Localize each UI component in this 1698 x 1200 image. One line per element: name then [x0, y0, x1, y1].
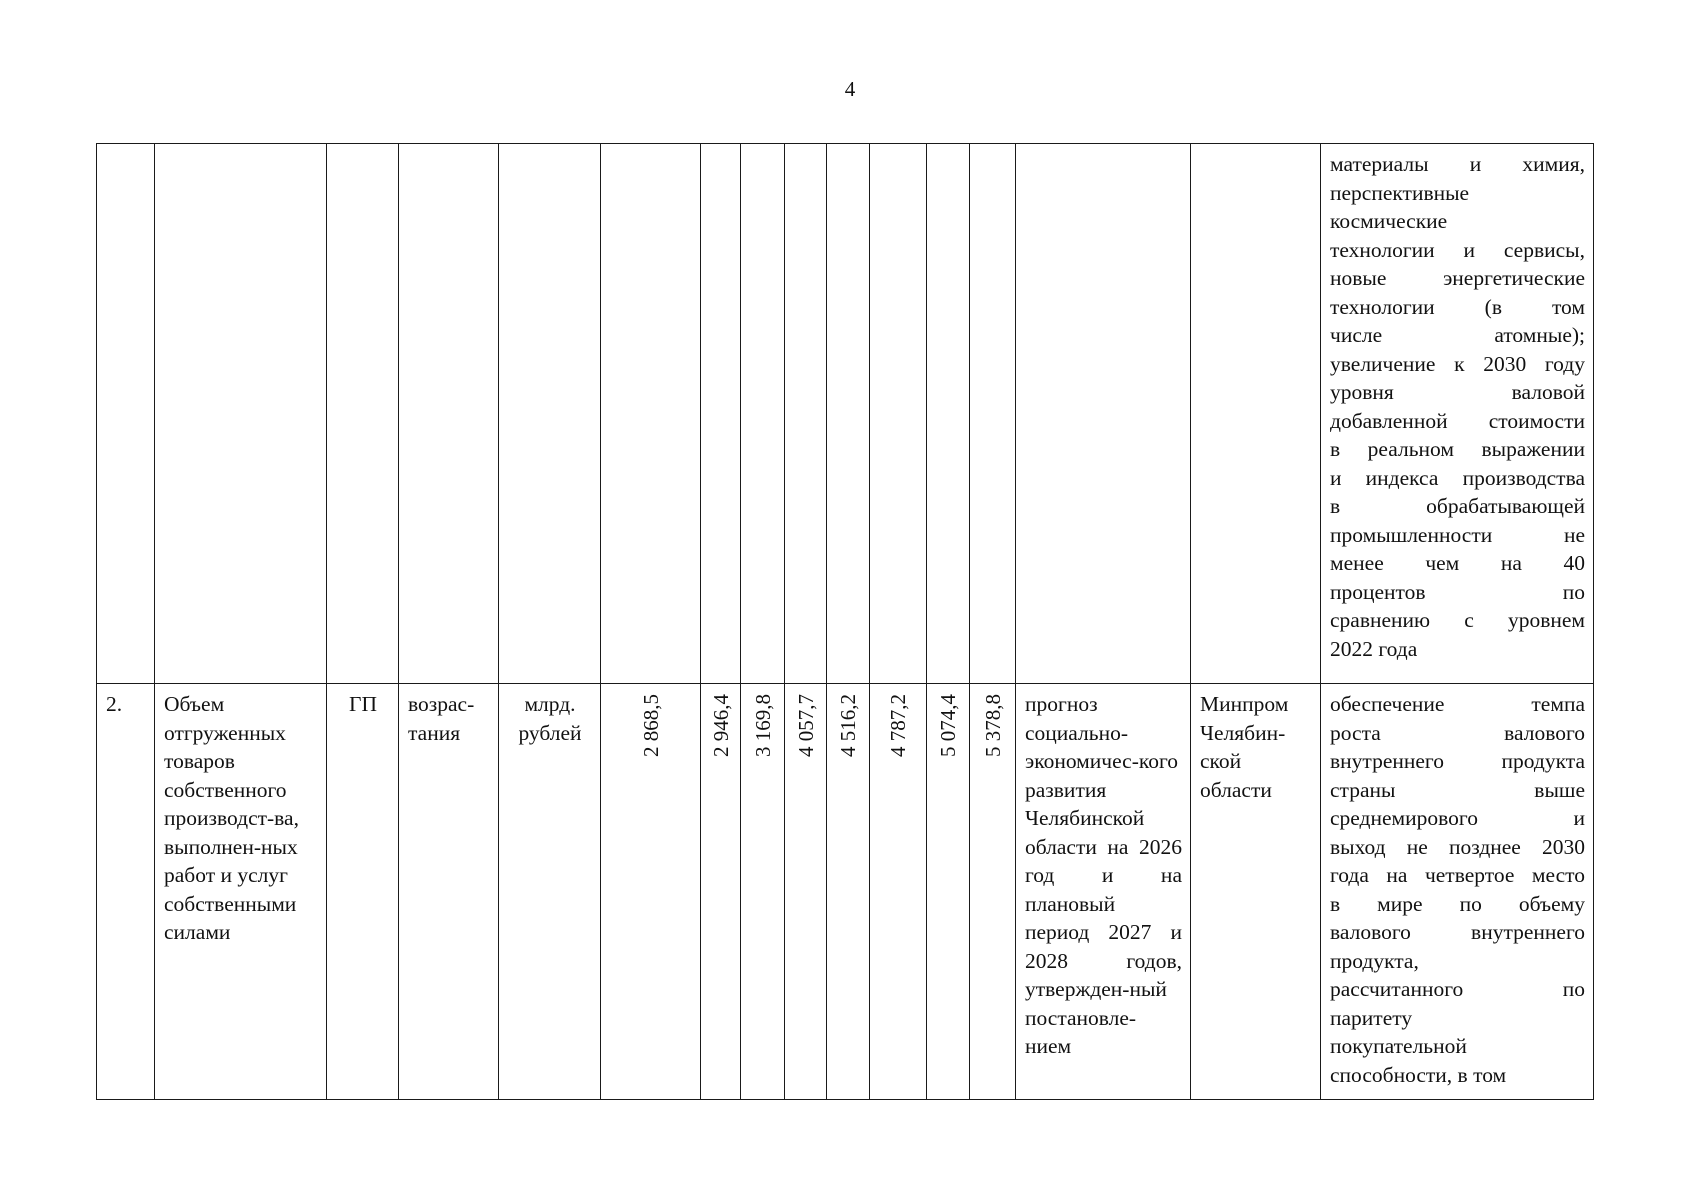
value-text: 4 787,2 [885, 694, 910, 757]
cell-goal [1321, 684, 1594, 1100]
goal-line: космические [1330, 209, 1448, 233]
goal-line: в обрабатывающей [1330, 494, 1585, 518]
cell-empty [701, 144, 741, 684]
cell-value-6 [870, 684, 927, 1100]
goal-line: страны выше [1330, 777, 1585, 802]
page-number: 4 [844, 77, 856, 101]
cell-direction: возрас-тания [399, 684, 499, 1100]
table-row-indicator-2 [97, 684, 1594, 1100]
goal-line: добавленной стоимости [1330, 408, 1585, 433]
cell-value-3 [741, 684, 785, 1100]
goal-line: технологии (в том [1330, 294, 1585, 319]
goal-line: менее чем на 40 [1330, 551, 1585, 575]
goal-line: продукта, [1330, 948, 1419, 973]
goal-line: выход не позднее 2030 [1330, 834, 1585, 859]
cell-empty [927, 144, 970, 684]
goal-line: в реальном выражении [1330, 437, 1585, 461]
value-text: 4 057,7 [793, 694, 818, 757]
goal-line: роста валового [1330, 720, 1585, 745]
cell-empty [399, 144, 499, 684]
cell-empty [499, 144, 601, 684]
cell-empty [970, 144, 1016, 684]
cell-row-number: 2. [97, 684, 155, 1100]
goal-line: рассчитанного по [1330, 977, 1585, 1001]
table-row-continuation [97, 144, 1594, 684]
cell-empty [1016, 144, 1191, 684]
goal-line: года на четвертое место [1330, 863, 1585, 887]
cell-level: ГП [327, 684, 399, 1100]
indicators-table [96, 143, 1594, 1100]
goal-line: обеспечение темпа [1330, 692, 1585, 716]
cell-source: прогноз социально-экономичес-кого развития Челябинской области на 2026 год и на плановый период 2027 и 2028 годов, утвержден-ный постановле-нием [1016, 684, 1191, 1100]
cell-goal-continuation [1321, 144, 1594, 684]
goal-line: увеличение к 2030 году [1330, 351, 1585, 376]
cell-responsible: Минпром Челябин-ской области [1191, 684, 1321, 1100]
goal-line: в мире по объему [1330, 891, 1585, 916]
goal-line: валового внутреннего [1330, 920, 1585, 944]
goal-line: технологии и сервисы, [1330, 237, 1585, 262]
cell-empty [785, 144, 827, 684]
cell-indicator-name: Объем отгруженных товаров собственного производст-ва, выполнен-ных работ и услуг собственными силами [155, 684, 327, 1100]
cell-value-8 [970, 684, 1016, 1100]
cell-empty [827, 144, 870, 684]
goal-line: процентов по [1330, 579, 1585, 604]
value-text: 2 868,5 [638, 694, 663, 757]
cell-value-2 [701, 684, 741, 1100]
goal-line: материалы и химия, [1330, 152, 1585, 176]
cell-value-7 [927, 684, 970, 1100]
cell-empty [155, 144, 327, 684]
cell-empty [1191, 144, 1321, 684]
cell-unit: млрд. рублей [499, 684, 601, 1100]
cell-empty [97, 144, 155, 684]
value-text: 4 516,2 [835, 694, 860, 757]
value-text: 3 169,8 [750, 694, 775, 757]
goal-line: 2022 года [1330, 636, 1418, 661]
goal-line: и индекса производства [1330, 465, 1585, 490]
goal-line: перспективные [1330, 180, 1470, 205]
goal-line: числе атомные); [1330, 323, 1585, 347]
goal-line: паритету [1330, 1005, 1413, 1030]
cell-value-1 [601, 684, 701, 1100]
cell-empty [870, 144, 927, 684]
goal-line: способности, в том [1330, 1062, 1507, 1087]
cell-value-5 [827, 684, 870, 1100]
cell-empty [601, 144, 701, 684]
cell-empty [327, 144, 399, 684]
goal-line: сравнению с уровнем [1330, 608, 1585, 632]
goal-line: уровня валовой [1330, 380, 1585, 404]
goal-line: новые энергетические [1330, 266, 1585, 290]
cell-empty [741, 144, 785, 684]
goal-line: среднемирового и [1330, 806, 1585, 830]
goal-line: внутреннего продукта [1330, 749, 1585, 773]
cell-value-4 [785, 684, 827, 1100]
value-text: 5 378,8 [980, 694, 1005, 757]
value-text: 2 946,4 [708, 694, 733, 757]
goal-line: промышленности не [1330, 522, 1585, 547]
goal-line: покупательной [1330, 1034, 1467, 1058]
value-text: 5 074,4 [935, 694, 960, 757]
